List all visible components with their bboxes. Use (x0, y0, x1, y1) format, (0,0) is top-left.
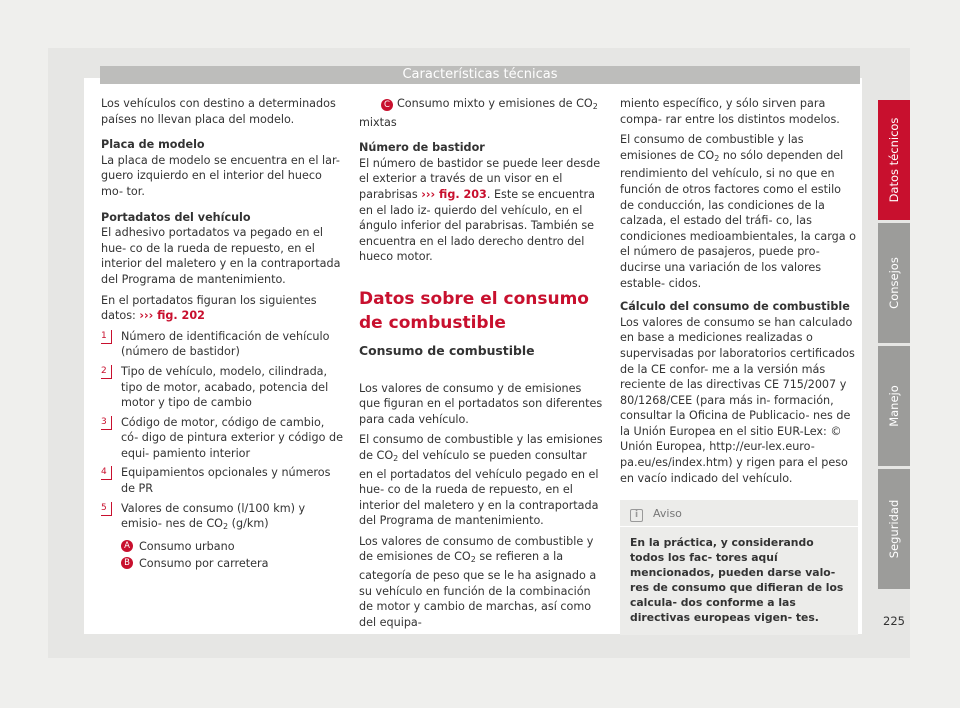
column-3 (620, 96, 858, 635)
consumo-p3 (359, 534, 603, 631)
tab-datos-tecnicos[interactable] (878, 100, 910, 220)
item-number: 1 (101, 330, 112, 344)
tab-label: Manejo (887, 385, 901, 427)
letter-badge: B (121, 557, 133, 569)
text-start: El consumo de combustible y las emisiones de CO (359, 433, 603, 462)
consumo-mixto-item (359, 96, 603, 130)
col3-p2 (620, 132, 858, 291)
sub-item (101, 556, 345, 572)
item-number: 3 (101, 416, 112, 430)
consumo-subheading: Consumo de combustible (359, 342, 535, 358)
fig-202-link[interactable]: ››› fig. 202 (139, 309, 205, 323)
consumo-p2 (359, 432, 603, 529)
calc-text: Los valores de consumo se han calculado en base a mediciones realizadas o supervisadas por laboratorios certificados de la CE confor- me a la versión más reciente de las directivas CE 715/2007 y 80/1268/CEE (para más in- formación, consultar la Oficina de Publicacio- nes de la Unión Europea en el sitio EUR-Lex: © Unión Europea, http://eur-lex.euro- pa.eu/es/index.htm) y rigen para el peso en vacío indicado del vehículo. (620, 315, 855, 485)
subscript: 2 (470, 555, 476, 565)
item-text-end: mixtas (359, 115, 397, 129)
list-item (101, 415, 345, 462)
subscript: 2 (714, 153, 720, 163)
bastidor-heading: Número de bastidor (359, 141, 485, 155)
subscript: 2 (592, 102, 598, 111)
item-text: Equipamientos opcionales y números de PR (121, 466, 331, 496)
fig-203-link[interactable]: ››› fig. 203 (421, 187, 487, 201)
text-end: se refieren a la categoría de peso que se le ha asignado a su vehículo en función de la combinación de motor y cambio de marchas, así como del equipa- (359, 550, 597, 629)
item-number: 2 (101, 365, 112, 379)
list-item (101, 501, 345, 535)
item-number: 4 (101, 466, 112, 480)
column-2 (359, 96, 603, 635)
aviso-box (620, 500, 858, 635)
text-end: no sólo dependen del rendimiento del vehículo, si no que en función de otros factores como el estilo de conducción, las condiciones de la calzada, el estado del tráfi- co, las condiciones medioambientales, la carga o el número de pasajeros, puede pro- ducirse una variación de los valores estable- cidos. (620, 148, 856, 290)
sub-item (101, 539, 345, 555)
tab-manejo[interactable] (878, 346, 910, 466)
column-1 (101, 96, 345, 574)
tab-label: Datos técnicos (887, 117, 901, 203)
portadatos-list (101, 329, 345, 572)
sub-item-text: Consumo por carretera (139, 557, 269, 571)
aviso-title: Aviso (653, 507, 682, 521)
text-start: Los valores de consumo de combustible y de emisiones de CO (359, 534, 594, 564)
consumo-section-heading: Datos sobre el consumo de combustible (359, 288, 589, 333)
intro-text: Los vehículos con destino a determinados países no llevan placa del modelo. (101, 97, 336, 126)
sub-item-text: Consumo urbano (139, 539, 235, 553)
section-header: Características técnicas (100, 66, 860, 84)
list-item (101, 364, 345, 411)
portadatos-list-intro (101, 293, 345, 324)
tab-consejos[interactable] (878, 223, 910, 343)
item-text: Consumo mixto y emisiones de CO (397, 97, 593, 110)
letter-badge: C (381, 99, 393, 111)
letter-badge: A (121, 540, 133, 552)
item-text: Código de motor, código de cambio, có- digo de pintura exterior y código de equi- pamiento interior (121, 415, 343, 460)
bastidor-text-end: . Este se encuentra en el lado iz- quierdo del vehículo, en el ángulo inferior del parabrisas. También se encuentra en el lado derecho dentro del hueco motor. (359, 187, 595, 264)
item-text: Número de identificación de vehículo (número de bastidor) (121, 329, 330, 359)
item-text: Tipo de vehículo, modelo, cilindrada, tipo de motor, acabado, potencia del motor y tipo de cambio (121, 364, 329, 410)
aviso-text: En la práctica, y considerando todos los fac- tores aquí mencionados, pueden darse valo- res de consumo que difieran de los calcula- dos conforme a las directivas europeas vigen- tes. (630, 536, 844, 625)
item-text: Valores de consumo (l/100 km) y emisio- nes de CO (121, 501, 306, 531)
calc-heading: Cálculo del consumo de combustible (620, 300, 850, 314)
portadatos-text: El adhesivo portadatos va pegado en el hue- co de la rueda de repuesto, en el interior del maletero y en la contraportada del Programa de mantenimiento. (101, 226, 341, 286)
placa-heading: Placa de modelo (101, 138, 205, 152)
tab-label: Consejos (887, 257, 901, 309)
list-intro-text: En el portadatos figuran los siguientes datos: (101, 293, 317, 323)
bastidor-text-start: El número de bastidor se puede leer desde el exterior a través de un visor en el parabrisas (359, 156, 601, 201)
item-text-end: (g/km) (228, 517, 269, 531)
list-item (101, 329, 345, 360)
tab-label: Seguridad (887, 499, 901, 559)
page-number: 225 (883, 614, 905, 628)
text-end: del vehículo se pueden consultar en el portadatos del vehículo pegado en el hue- co de la rueda de repuesto, en el interior del maletero y en la contraportada del Programa de mantenimiento. (359, 448, 599, 528)
info-icon: i (630, 509, 643, 522)
consumo-p1: Los valores de consumo y de emisiones que figuran en el portadatos son diferentes para cada vehículo. (359, 381, 603, 426)
bastidor-text (359, 156, 603, 265)
subscript: 2 (393, 453, 399, 463)
tab-seguridad[interactable] (878, 469, 910, 589)
portadatos-heading: Portadatos del vehículo (101, 210, 251, 224)
text-start: El consumo de combustible y las emisiones de CO (620, 133, 804, 162)
aviso-header (620, 500, 858, 527)
subscript: 2 (223, 522, 229, 532)
col3-p1: miento específico, y sólo sirven para compa- rar entre los distintos modelos. (620, 97, 840, 126)
placa-text: La placa de modelo se encuentra en el lar- guero izquierdo en el interior del hueco mo- tor. (101, 153, 340, 198)
list-item (101, 465, 345, 496)
item-number: 5 (101, 502, 112, 516)
